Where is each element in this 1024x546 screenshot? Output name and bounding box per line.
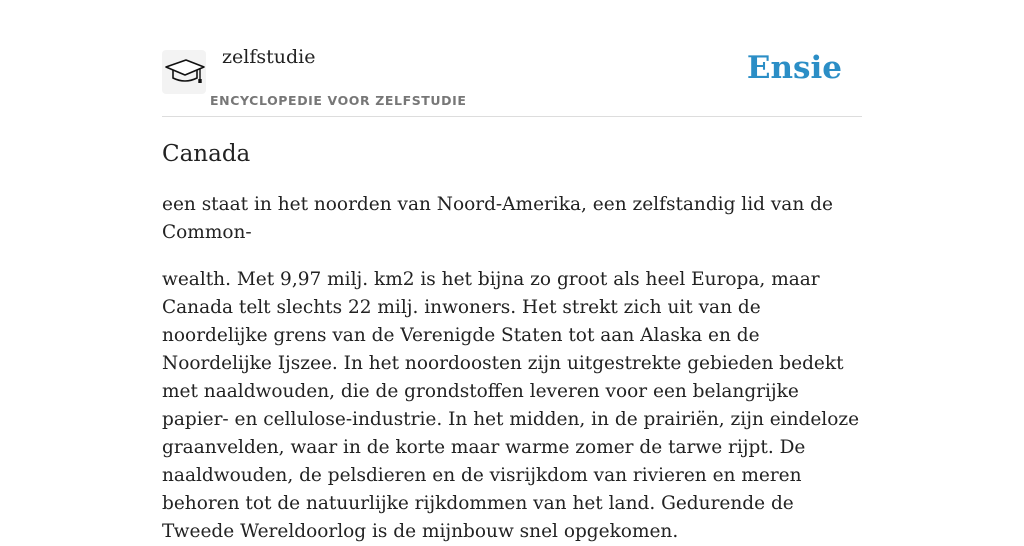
site-tagline: ENCYCLOPEDIE VOOR ZELFSTUDIE <box>210 93 467 108</box>
graduation-cap-icon <box>162 50 206 94</box>
article-paragraph: een staat in het noorden van Noord-Amerika, een zelfstandig lid van de Common- <box>162 194 833 243</box>
article-paragraph: wealth. Met 9,97 milj. km2 is het bijna zo groot als heel Europa, maar Canada telt slechts 22 milj. inwoners. Het strekt zich uit van de noordelijke grens van de Verenigde Staten tot aan Alaska en de Noordelijke Ijszee. In het noordoosten zijn uitgestrekte gebieden bedekt met naaldwouden, die de grondstoffen leveren voor een belangrijke papier- en cellulose-industrie. In het midden, in de prairiën, zijn eindeloze graanvelden, waar in de korte maar warme zomer de tarwe rijpt. De naaldwouden, de pelsdieren en de visrijkdom van rivieren en meren behoren tot de natuurlijke rijkdommen van het land. Gedurende de Tweede Wereldoorlog is de mijnbouw snel opgekomen. <box>162 269 860 542</box>
brand-logo-link[interactable]: Ensie <box>746 50 842 86</box>
article <box>162 138 866 546</box>
site-header <box>162 40 862 117</box>
site-logo[interactable] <box>162 50 206 94</box>
site-name[interactable]: zelfstudie <box>222 46 316 68</box>
article-title: Canada <box>162 141 251 167</box>
